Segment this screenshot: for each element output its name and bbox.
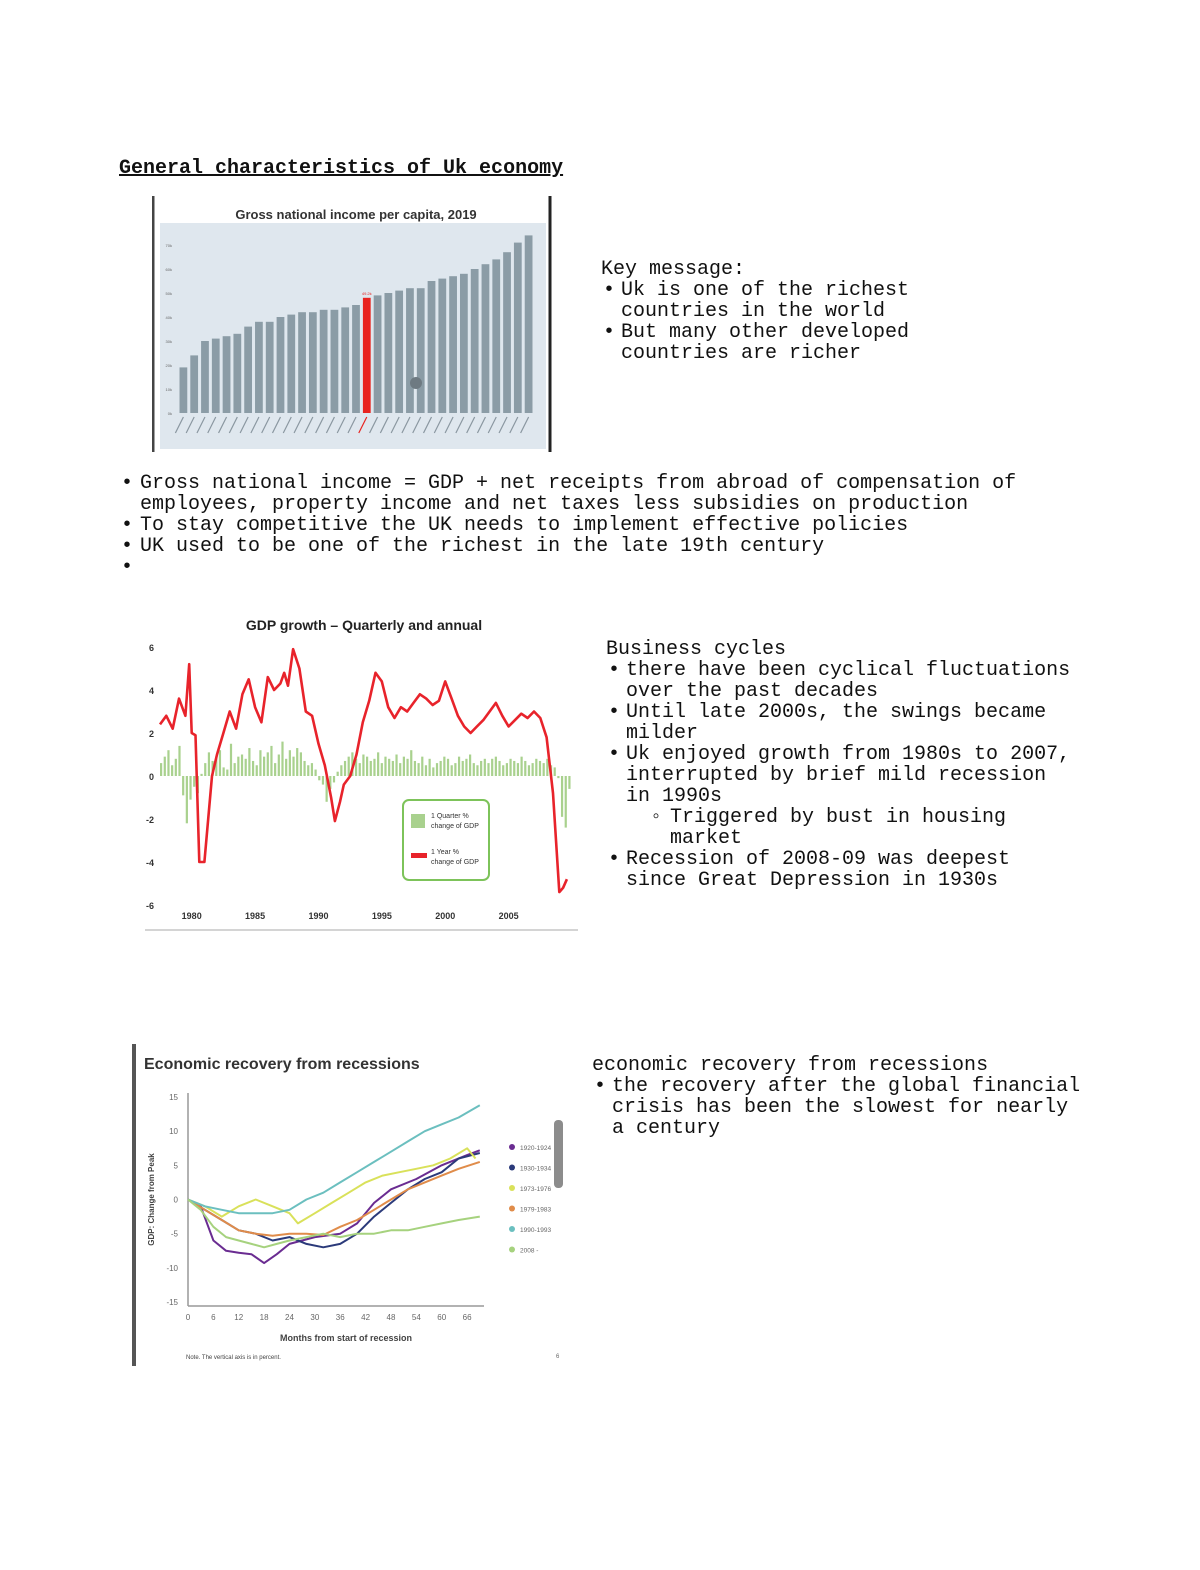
quarterly-bar xyxy=(524,761,526,776)
y-tick-label: 50k xyxy=(165,291,172,296)
key-message-notes xyxy=(601,259,1021,364)
quarterly-bar xyxy=(458,757,460,776)
legend-marker xyxy=(509,1206,515,1212)
bar xyxy=(201,341,209,413)
x-tick-label: 54 xyxy=(411,1313,421,1322)
y-tick-label: 5 xyxy=(173,1161,178,1171)
quarterly-bar xyxy=(200,774,202,776)
y-tick-label: 6 xyxy=(148,643,154,653)
bar xyxy=(320,310,328,413)
y-tick-label: 40k xyxy=(165,315,172,320)
quarterly-bar xyxy=(340,765,342,776)
quarterly-bar xyxy=(392,761,394,776)
bar xyxy=(309,312,317,413)
bar xyxy=(395,291,403,413)
quarterly-bar xyxy=(167,750,169,776)
quarterly-bar xyxy=(307,765,309,776)
chart-note: Note. The vertical axis is in percent. xyxy=(186,1355,281,1361)
quarterly-bar xyxy=(300,752,302,776)
quarterly-bar xyxy=(528,765,530,776)
quarterly-bar xyxy=(384,757,386,776)
quarterly-bar xyxy=(557,776,559,778)
x-tick-label: 1985 xyxy=(245,911,266,921)
x-tick-label: 6 xyxy=(211,1313,216,1322)
quarterly-bar xyxy=(414,761,416,776)
recovery-notes xyxy=(592,1055,1092,1139)
quarterly-bar xyxy=(395,755,397,777)
y-tick-label: 0k xyxy=(167,411,172,416)
competitiveness-bullet: • To stay competitive the UK needs to implement effective policies xyxy=(119,515,1079,536)
business-cycles-bullet: • there have been cyclical fluctuations over the past decades xyxy=(606,660,1076,702)
y-tick-label: 2 xyxy=(148,729,154,739)
x-tick-label: 24 xyxy=(285,1313,294,1322)
legend-marker xyxy=(509,1226,515,1232)
bar xyxy=(212,339,220,413)
bar xyxy=(449,276,457,413)
legend xyxy=(403,800,489,880)
quarterly-bar xyxy=(259,750,261,776)
bar xyxy=(384,293,392,413)
history-bullet: • UK used to be one of the richest in the late 19th century xyxy=(119,536,1079,557)
y-tick-label: 0 xyxy=(173,1195,178,1205)
x-tick-label: 1990 xyxy=(308,911,329,921)
quarterly-bar xyxy=(226,770,228,776)
bar xyxy=(331,310,339,413)
y-tick-label: 10 xyxy=(169,1127,178,1137)
quarterly-bar xyxy=(484,759,486,776)
bar xyxy=(277,317,285,413)
quarterly-bar xyxy=(164,757,166,776)
quarterly-bar xyxy=(278,755,280,777)
scrollbar-thumb xyxy=(554,1120,563,1188)
y-axis-label: GDP: Change from Peak xyxy=(147,1153,156,1246)
bar xyxy=(190,355,198,413)
bar xyxy=(417,288,425,413)
bar xyxy=(266,322,274,413)
business-cycles-bullet: • Recession of 2008-09 was deepest since Great Depression in 1930s xyxy=(606,849,1076,891)
bar xyxy=(374,295,382,413)
quarterly-bar xyxy=(318,776,320,780)
bar xyxy=(255,322,263,413)
bar xyxy=(503,252,511,413)
quarterly-bar xyxy=(237,757,239,776)
quarterly-bar xyxy=(532,763,534,776)
bar xyxy=(244,327,252,413)
bar xyxy=(438,279,446,413)
quarterly-bar xyxy=(230,744,232,776)
quarterly-bar xyxy=(366,757,368,776)
quarterly-bar xyxy=(292,757,294,776)
quarterly-bar xyxy=(219,750,221,776)
x-tick-label: 60 xyxy=(437,1313,447,1322)
recovery-chart xyxy=(132,1044,572,1366)
quarterly-bar xyxy=(245,759,247,776)
quarterly-bar xyxy=(311,763,313,776)
quarterly-bar xyxy=(303,761,305,776)
highlight-bar xyxy=(363,298,371,413)
legend-marker xyxy=(509,1185,515,1191)
legend-box xyxy=(403,800,489,880)
quarterly-bar xyxy=(454,763,456,776)
legend-label: 1990-1993 xyxy=(520,1227,552,1234)
quarterly-bar xyxy=(193,776,195,787)
gdp-growth-chart xyxy=(140,610,580,932)
y-tick-label: 70k xyxy=(165,243,172,248)
quarterly-bar xyxy=(506,763,508,776)
legend-label: 1920-1924 xyxy=(520,1145,552,1152)
quarterly-bar xyxy=(285,759,287,776)
legend-marker xyxy=(509,1165,515,1171)
quarterly-bar xyxy=(289,750,291,776)
y-tick-label: 0 xyxy=(148,772,154,782)
bar xyxy=(352,305,360,413)
x-tick-label: 66 xyxy=(462,1313,472,1322)
bar xyxy=(471,269,479,413)
legend-label-quarterly: 1 Quarter % xyxy=(431,813,469,820)
quarterly-bar xyxy=(469,755,471,777)
legend-label: 1973-1976 xyxy=(520,1186,552,1193)
quarterly-bar xyxy=(517,763,519,776)
quarterly-bar xyxy=(568,776,570,789)
highlight-value-label: 49.2k xyxy=(361,290,372,296)
quarterly-bar xyxy=(252,761,254,776)
quarterly-bar xyxy=(425,765,427,776)
x-axis-label: Months from start of recession xyxy=(279,1333,413,1343)
quarterly-bar xyxy=(182,776,184,795)
quarterly-bar xyxy=(440,761,442,776)
quarterly-bar xyxy=(315,770,317,776)
key-message-bullet: • But many other developed countries are richer xyxy=(601,322,1021,364)
quarterly-bar xyxy=(447,759,449,776)
gni-definition-bullet: • Gross national income = GDP + net receipts from abroad of compensation of employees, property income and net taxes less subsidies on production xyxy=(119,473,1079,515)
quarterly-bar xyxy=(480,761,482,776)
quarterly-bar xyxy=(263,757,265,776)
bar xyxy=(298,312,306,413)
chart-title: GDP growth – Quarterly and annual xyxy=(245,617,483,633)
quarterly-bar xyxy=(322,776,324,785)
business-cycles-sub-bullet: ◦ Triggered by bust in housing market xyxy=(606,807,1076,849)
bar xyxy=(223,336,231,413)
quarterly-bar xyxy=(359,763,361,776)
quarterly-bar xyxy=(432,767,434,776)
x-tick-label: 1980 xyxy=(181,911,202,921)
quarterly-bar xyxy=(495,757,497,776)
quarterly-bar xyxy=(554,767,556,776)
x-tick-label: 30 xyxy=(310,1313,320,1322)
quarterly-bar xyxy=(543,763,545,776)
quarterly-bar xyxy=(443,757,445,776)
quarterly-bar xyxy=(451,765,453,776)
quarterly-bar xyxy=(429,759,431,776)
quarterly-bar xyxy=(487,763,489,776)
key-message-list xyxy=(601,280,1021,364)
bar xyxy=(406,288,414,413)
general-bullet-list xyxy=(119,473,1079,578)
quarterly-bar xyxy=(403,757,405,776)
quarterly-bar xyxy=(513,761,515,776)
y-tick-label: 10k xyxy=(165,387,172,392)
quarterly-bar xyxy=(337,772,339,776)
quarterly-bar xyxy=(274,763,276,776)
legend-swatch-quarterly xyxy=(411,814,425,828)
y-tick-label: -10 xyxy=(166,1263,178,1273)
quarterly-bar xyxy=(502,765,504,776)
chart-title: Economic recovery from recessions xyxy=(144,1056,420,1073)
business-cycles-bullet: • Uk enjoyed growth from 1980s to 2007, interrupted by brief mild recession in 1990s xyxy=(606,744,1076,807)
quarterly-bar xyxy=(189,776,191,800)
quarterly-bar xyxy=(399,763,401,776)
quarterly-bar xyxy=(436,763,438,776)
business-cycles-bullet: • Until late 2000s, the swings became milder xyxy=(606,702,1076,744)
x-tick-label: 2005 xyxy=(498,911,519,921)
business-cycles-heading: Business cycles xyxy=(606,638,787,661)
quarterly-bar xyxy=(473,763,475,776)
quarterly-bar xyxy=(370,761,372,776)
y-tick-label: 30k xyxy=(165,339,172,344)
quarterly-bar xyxy=(296,748,298,776)
y-tick-label: -5 xyxy=(170,1229,178,1239)
x-tick-label: 48 xyxy=(386,1313,396,1322)
quarterly-bar xyxy=(462,761,464,776)
y-tick-label: 4 xyxy=(148,686,154,696)
key-message-heading: Key message: xyxy=(601,258,746,281)
quarterly-bar xyxy=(373,759,375,776)
page-number: 6 xyxy=(556,1354,560,1360)
quarterly-bar xyxy=(421,757,423,776)
y-tick-label: 60k xyxy=(165,267,172,272)
quarterly-bar xyxy=(160,763,162,776)
quarterly-bar xyxy=(565,776,567,828)
quarterly-bar xyxy=(362,755,364,777)
legend-label-annual: change of GDP xyxy=(431,859,479,866)
quarterly-bar xyxy=(348,757,350,776)
recovery-list xyxy=(592,1076,1092,1139)
recovery-heading: economic recovery from recessions xyxy=(592,1054,989,1077)
bar xyxy=(287,315,295,413)
bar xyxy=(341,307,349,413)
quarterly-bar xyxy=(270,746,272,776)
x-tick-label: 42 xyxy=(361,1313,371,1322)
quarterly-bar xyxy=(509,759,511,776)
quarterly-bar xyxy=(561,776,563,817)
page-title: General characteristics of Uk economy xyxy=(119,157,564,180)
gni-bar-chart xyxy=(152,196,552,452)
quarterly-bar xyxy=(381,763,383,776)
bar xyxy=(525,235,533,413)
quarterly-bar xyxy=(175,759,177,776)
legend-marker xyxy=(509,1144,515,1150)
quarterly-bar xyxy=(344,761,346,776)
business-cycles-notes xyxy=(606,639,1076,891)
quarterly-bar xyxy=(223,767,225,776)
quarterly-bar xyxy=(418,763,420,776)
x-tick-label: 18 xyxy=(259,1313,269,1322)
quarterly-bar xyxy=(539,761,541,776)
x-tick-label: 2000 xyxy=(435,911,456,921)
bar xyxy=(233,334,241,413)
bar xyxy=(460,274,468,413)
quarterly-bar xyxy=(535,759,537,776)
y-tick-label: 20k xyxy=(165,363,172,368)
chart-title: Gross national income per capita, 2019 xyxy=(235,207,477,222)
quarterly-bar xyxy=(491,759,493,776)
legend-label-annual: 1 Year % xyxy=(431,849,460,856)
bar xyxy=(514,243,522,413)
legend-marker xyxy=(509,1247,515,1253)
recovery-figure xyxy=(132,1044,572,1366)
bar xyxy=(492,259,500,413)
legend-label: 2008 - xyxy=(520,1247,539,1255)
business-cycles-list xyxy=(606,660,1076,891)
quarterly-bar xyxy=(476,765,478,776)
quarterly-bar xyxy=(241,755,243,777)
bar xyxy=(428,281,436,413)
quarterly-bar xyxy=(388,759,390,776)
x-tick-label: 12 xyxy=(234,1313,244,1322)
bar xyxy=(482,264,490,413)
quarterly-bar xyxy=(186,776,188,823)
x-tick-label: 36 xyxy=(335,1313,345,1322)
quarterly-bar xyxy=(465,759,467,776)
quarterly-bar xyxy=(267,752,269,776)
quarterly-bar xyxy=(208,752,210,776)
x-tick-label: 1995 xyxy=(371,911,392,921)
x-tick-label: 0 xyxy=(185,1313,191,1322)
quarterly-bar xyxy=(410,750,412,776)
empty-bullet xyxy=(119,557,1079,578)
quarterly-bar xyxy=(204,763,206,776)
quarterly-bar xyxy=(521,757,523,776)
quarterly-bar xyxy=(171,765,173,776)
y-tick-label: -2 xyxy=(145,815,154,825)
y-tick-label: 15 xyxy=(169,1093,178,1102)
quarterly-bar xyxy=(256,765,258,776)
y-tick-label: -6 xyxy=(145,901,154,911)
legend-label-quarterly: change of GDP xyxy=(431,823,479,830)
quarterly-bar xyxy=(406,759,408,776)
y-tick-label: -15 xyxy=(166,1298,178,1307)
quarterly-bar xyxy=(377,752,379,776)
legend-label: 1979-1983 xyxy=(520,1206,552,1214)
quarterly-bar xyxy=(234,763,236,776)
recovery-bullet: • the recovery after the global financial crisis has been the slowest for nearly a century xyxy=(592,1076,1092,1139)
quarterly-bar xyxy=(498,761,500,776)
legend-swatch-annual xyxy=(411,853,427,858)
gdp-growth-figure xyxy=(140,610,580,932)
quarterly-bar xyxy=(248,748,250,776)
quarterly-bar xyxy=(333,776,335,782)
bar xyxy=(180,367,188,413)
gni-chart-figure xyxy=(152,196,552,452)
quarterly-bar xyxy=(178,746,180,776)
cursor-dot xyxy=(410,377,422,389)
legend-label: 1930-1934 xyxy=(520,1165,552,1173)
quarterly-bar xyxy=(281,742,283,776)
y-tick-label: -4 xyxy=(145,858,154,868)
key-message-bullet: • Uk is one of the richest countries in the world xyxy=(601,280,1021,322)
